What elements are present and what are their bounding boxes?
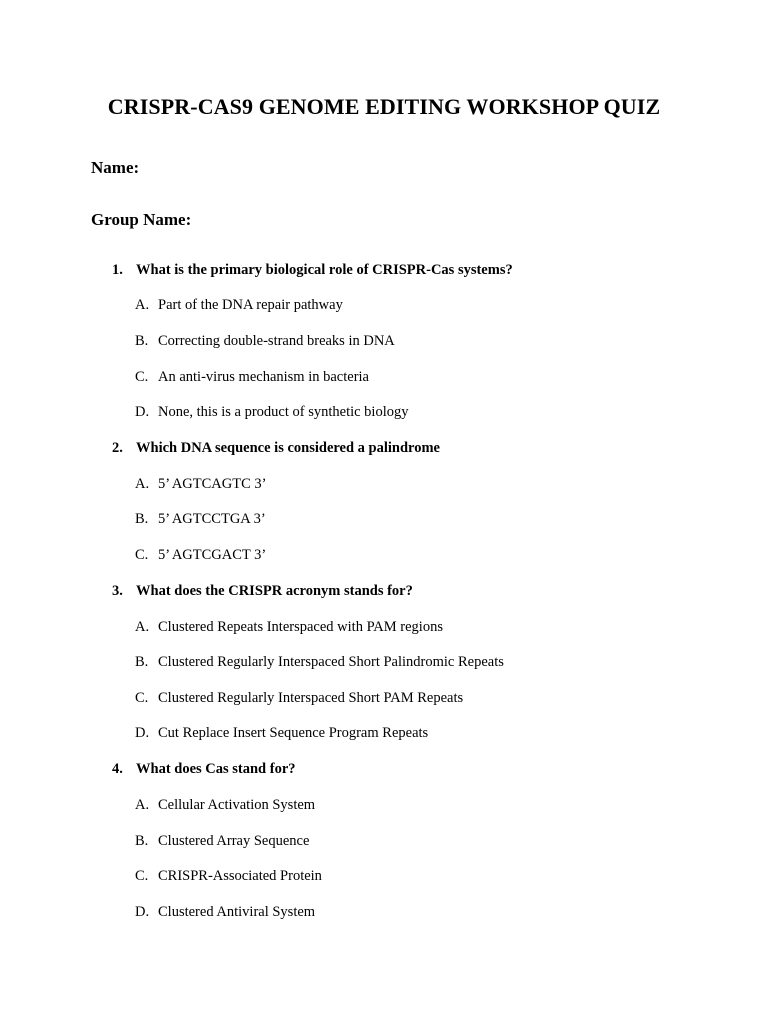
option-letter: B. — [135, 511, 149, 527]
option-text: An anti-virus mechanism in bacteria — [158, 369, 369, 385]
option-letter: A. — [135, 476, 150, 492]
question-text: What does the CRISPR acronym stands for? — [136, 583, 413, 599]
option-letter: A. — [135, 619, 150, 635]
question-number: 4. — [112, 761, 123, 777]
option-text: None, this is a product of synthetic biology — [158, 404, 409, 420]
option-letter: A. — [135, 797, 150, 813]
option-text: 5’ AGTCGACT 3’ — [158, 547, 267, 563]
question-text: What does Cas stand for? — [136, 761, 296, 777]
option-text: 5’ AGTCAGTC 3’ — [158, 476, 267, 492]
option-text: Part of the DNA repair pathway — [158, 297, 343, 313]
option-letter: C. — [135, 369, 149, 385]
option-text: Cellular Activation System — [158, 797, 316, 813]
group-name-label: Group Name: — [91, 210, 192, 229]
question-text: What is the primary biological role of CRISPR-Cas systems? — [136, 262, 513, 278]
option-text: Clustered Repeats Interspaced with PAM regions — [158, 619, 443, 635]
option-text: Correcting double-strand breaks in DNA — [158, 333, 395, 349]
option-text: CRISPR-Associated Protein — [158, 868, 322, 884]
question-number: 3. — [112, 583, 123, 599]
option-letter: B. — [135, 654, 149, 670]
option-text: 5’ AGTCCTGA 3’ — [158, 511, 266, 527]
question-text: Which DNA sequence is considered a palindrome — [136, 440, 440, 456]
option-letter: B. — [135, 833, 149, 849]
option-letter: D. — [135, 404, 150, 420]
option-text: Clustered Array Sequence — [158, 833, 310, 849]
option-letter: C. — [135, 547, 149, 563]
question-number: 2. — [112, 440, 123, 456]
option-text: Cut Replace Insert Sequence Program Repeats — [158, 725, 429, 741]
option-letter: D. — [135, 725, 150, 741]
option-letter: C. — [135, 690, 149, 706]
option-text: Clustered Regularly Interspaced Short Palindromic Repeats — [158, 654, 504, 670]
option-letter: C. — [135, 868, 149, 884]
page-title: CRISPR-CAS9 GENOME EDITING WORKSHOP QUIZ — [107, 94, 661, 119]
option-letter: A. — [135, 297, 150, 313]
option-text: Clustered Antiviral System — [158, 904, 316, 920]
name-label: Name: — [91, 158, 140, 177]
option-letter: B. — [135, 333, 149, 349]
option-text: Clustered Regularly Interspaced Short PAM Repeats — [158, 690, 464, 706]
option-letter: D. — [135, 904, 150, 920]
question-number: 1. — [112, 262, 123, 278]
